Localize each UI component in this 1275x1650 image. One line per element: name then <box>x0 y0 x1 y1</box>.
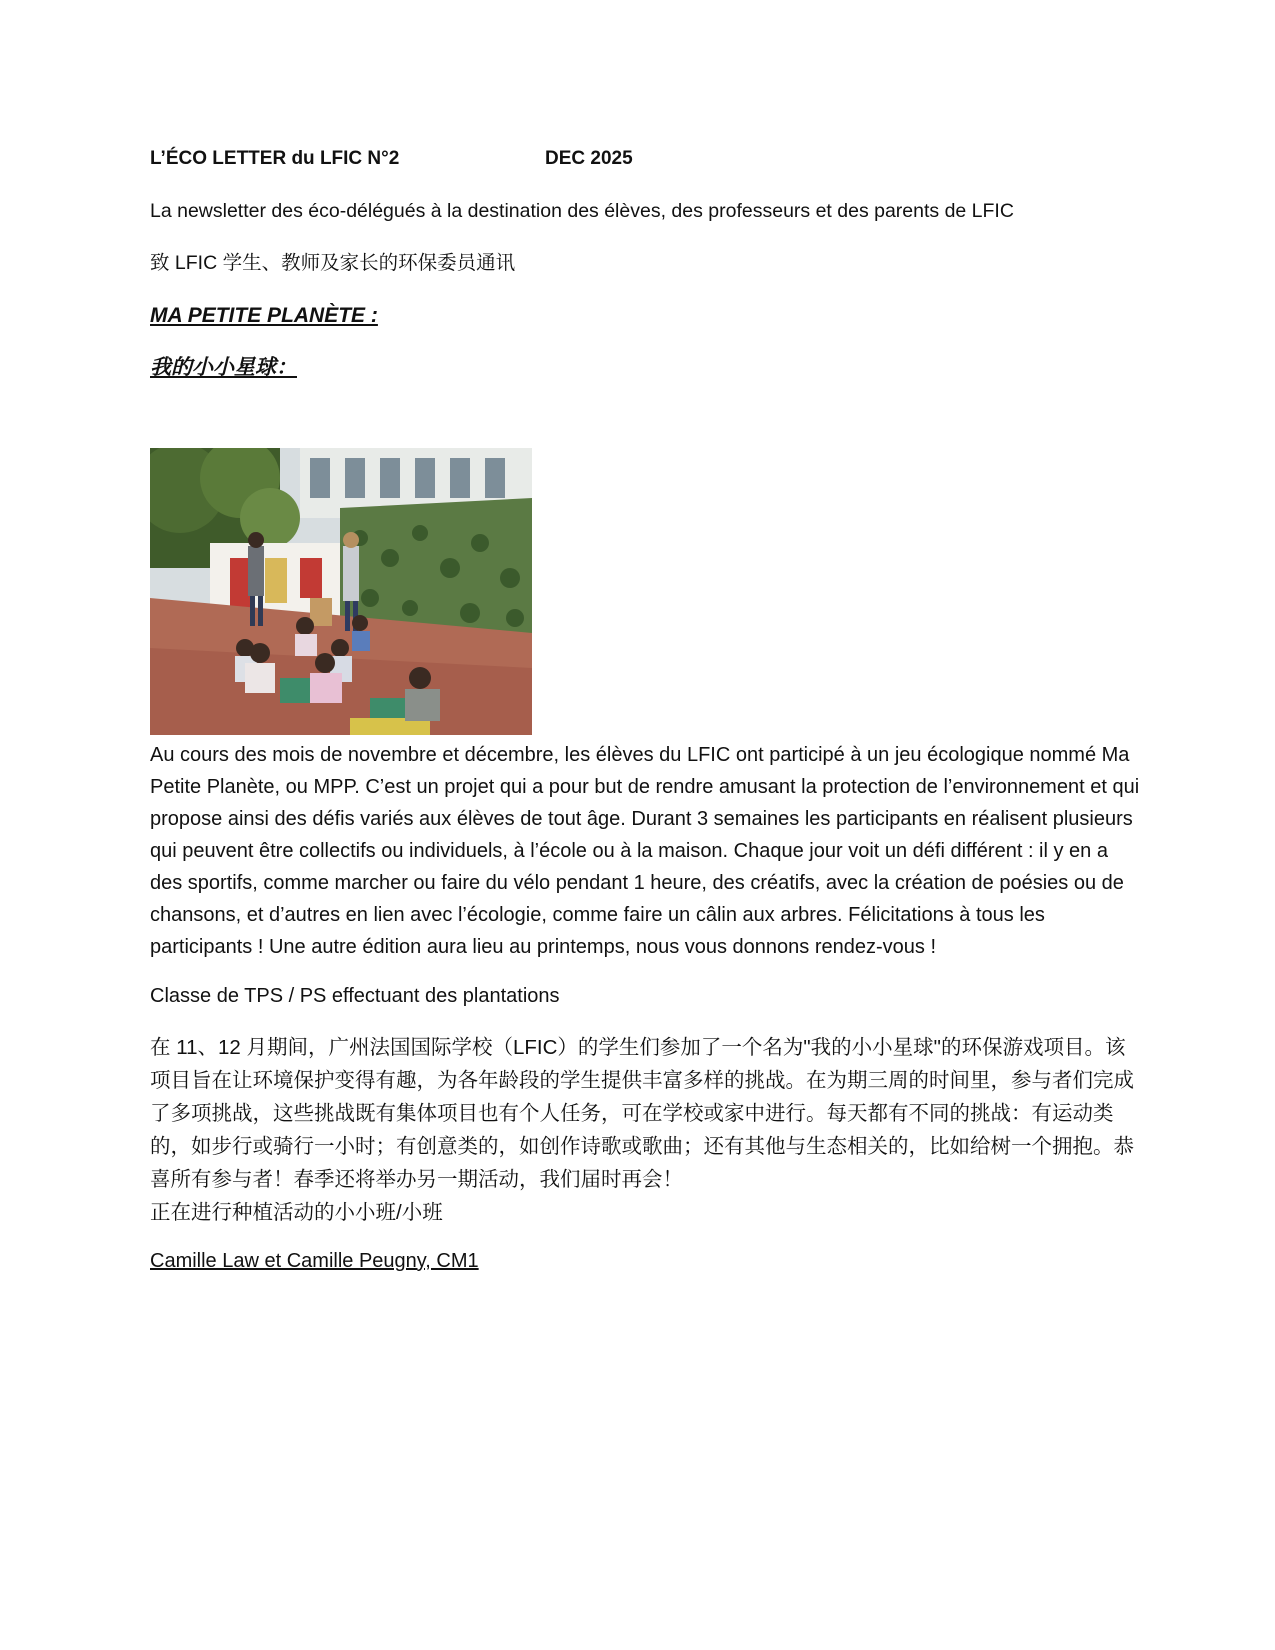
article-author: Camille Law et Camille Peugny, CM1 <box>150 1250 479 1272</box>
newsletter-date: DEC 2025 <box>545 148 633 169</box>
subtitle-cn: 致 LFIC 学生、教师及家长的环保委员通讯 <box>150 252 516 274</box>
subtitle-fr: La newsletter des éco-délégués à la destination des élèves, des professeurs et des parents de LFIC <box>150 200 1014 222</box>
article-body-fr: Au cours des mois de novembre et décembre, les élèves du LFIC ont participé à un jeu écologique nommé Ma Petite Planète, ou MPP. C’est un projet qui a pour but de rendre amusant la protection de l’environnement et qui propose ainsi des défis variés aux élèves de tout âge. Durant 3 semaines les participants en réalisent plusieurs qui peuvent être collectifs ou individuels, à l’école ou à la maison. Chaque jour voit un défi différent : il y en a des sportifs, comme marcher ou faire du vélo pendant 1 heure, des créatifs, avec la création de poésies ou de chansons, et d’autres en lien avec l’écologie, comme faire un câlin aux arbres. Félicitations à tous les participants ! Une autre édition aura lieu au printemps, nous vous donnons rendez-vous ! <box>150 744 1140 958</box>
newsletter-page <box>150 146 1140 1275</box>
photo-caption-cn: 正在进行种植活动的小小班/小班 <box>150 1201 443 1224</box>
newsletter-title: L’ÉCO LETTER du LFIC N°2 <box>150 148 400 169</box>
newsletter-header <box>150 146 1140 172</box>
photo-caption-fr: Classe de TPS / PS effectuant des plantations <box>150 985 560 1007</box>
article-body-cn: 在 11、12 月期间，广州法国国际学校（LFIC）的学生们参加了一个名为"我的小小星球"的环保游戏项目。该项目旨在让环境保护变得有趣，为各年龄段的学生提供丰富多样的挑战。在为期三周的时间里，参与者们完成了多项挑战，这些挑战既有集体项目也有个人任务，可在学校或家中进行。每天都有不同的挑战：有运动类的，如步行或骑行一小时；有创意类的，如创作诗歌或歌曲；还有其他与生态相关的，比如给树一个拥抱。恭喜所有参与者！春季还将举办另一期活动，我们届时再会！ <box>150 1036 1134 1191</box>
photo-children-planting <box>150 448 532 735</box>
section-heading-cn: 我的小小星球： <box>150 356 297 379</box>
section-heading-fr: MA PETITE PLANÈTE : <box>150 304 378 327</box>
